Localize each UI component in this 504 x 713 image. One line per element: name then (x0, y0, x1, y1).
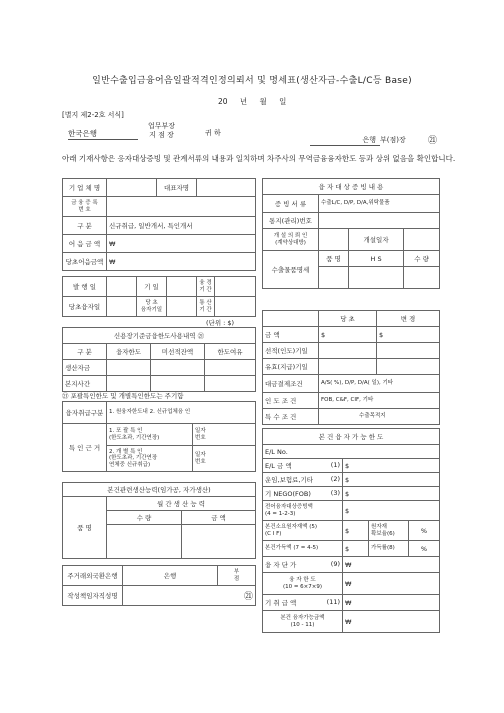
orig-term-label: 통 산 기 간 (197, 297, 215, 317)
unit-price-label: 융 자 단 가 (9) (263, 557, 343, 573)
orig-bill-label: 당초어음금액 (63, 253, 107, 271)
amount-orig: $ (319, 327, 377, 343)
el-amt-label: E/L 금 액 (1) (263, 459, 343, 473)
limit-row-label: 본지사간 (63, 376, 107, 392)
goods-col: 수 량 (404, 251, 440, 267)
evidence-table (262, 178, 440, 289)
pay-cond-label: 대금결제조건 (263, 375, 319, 393)
orig-bill-won: ₩ (107, 253, 256, 271)
special-1: 1. 포 괄 특 인 (한도초과, 기간연장) (107, 424, 193, 446)
amount-change: $ (377, 327, 440, 343)
evidence-value: 수출L/C, D/P, D/A,위탁물품 (319, 195, 440, 213)
company-table (62, 178, 256, 271)
term-label: 융 경 기 간 (197, 277, 215, 297)
avail-label: 본건 융자가능금액 (10 - 11) (263, 611, 343, 633)
limit-col: 융자한도 (107, 344, 151, 360)
date-line: 20 년 월 일 (218, 97, 287, 106)
change-col: 변 경 (377, 311, 440, 327)
pay-cond-value: A/S( %), D/P, D/A( 일), 기타 (319, 375, 440, 393)
writer-label: 작성책임자직성명 (63, 586, 123, 606)
intro-paragraph: 아래 기재사항은 응자대상증빙 및 관계서류의 내용과 일치하며 차주사의 무역금융융자한도 등과 상위 없음을 확인합니다. (62, 154, 456, 163)
special-table (62, 401, 256, 472)
terms-table (262, 310, 440, 425)
ratio-right: 원자재 확보율(6) (369, 521, 409, 541)
bank-main-label: 주거래외국환은행 (63, 566, 123, 586)
goods-col: H S (349, 251, 404, 267)
page-title: 일반수출입금융어음일괄적격인정의뢰서 및 명세표(생산자금-수출L/C등 Base) (92, 76, 412, 86)
el-amt-value: $ (343, 459, 440, 473)
reason-label: 융자취급구분 (63, 402, 107, 424)
unit-note: (단위 : $) (206, 319, 235, 327)
ship-date-label: 선적(인도)기일 (263, 343, 319, 359)
issue-label: 발 행 일 (63, 277, 107, 297)
prev-value: $ (343, 501, 440, 521)
orig-col: 당 초 (319, 311, 377, 327)
special-1-right: 일자 번호 (193, 424, 256, 446)
addressee: 업무부장 지 점 장 (148, 122, 176, 139)
special-cond-label: 특 수 조 건 (263, 409, 319, 425)
special-label: 특 인 근 거 (63, 424, 107, 472)
ratio-pct: % (409, 521, 440, 541)
limit-label: 융 자 한 도 (10 = 6×7×9) (263, 573, 343, 595)
open-date-label: 개설일자 (349, 229, 404, 251)
gain-pct: % (409, 541, 440, 557)
limit-calc-table (262, 428, 440, 633)
limit-table (62, 327, 256, 392)
ceo-label: 대표자명 (157, 179, 197, 197)
nego-label: 기 NEGO(FOB) (3) (263, 487, 343, 501)
production-table (62, 482, 256, 559)
evidence-label: 증 빙 서 류 (263, 195, 319, 213)
special-note: ㉑ 포괄특인한도 및 개별특인한도는 주기함 (62, 392, 184, 400)
avail-value: ₩ (343, 611, 440, 633)
unit-price-value: ₩ (343, 557, 440, 573)
prev-label: 전어융자대상증빙액 (4 = 1-2-3) (263, 501, 343, 521)
prev-amt-label: 기 취 급 액 (11) (263, 595, 343, 611)
due-label: 기 일 (137, 277, 167, 297)
prod-header: 본건관련생산능력(임가공, 자가생산) (63, 483, 256, 497)
bill-amount-won: ₩ (107, 235, 256, 253)
prod-col: 금 액 (182, 511, 256, 525)
form-number: [별지 제2-2호 서식] (62, 111, 124, 119)
el-no-label: E/L No. (263, 445, 440, 459)
special-2: 2. 개 별 특 인 (한도초과, 기간연장 연체중 신규취급) (107, 446, 193, 472)
seal-mark: ㉑ (428, 136, 438, 146)
writer-seal: ㉑ (123, 586, 256, 606)
guiha: 귀 하 (205, 129, 221, 137)
amount-label: 금 액 (263, 327, 319, 343)
prod-col: 수 량 (107, 511, 182, 525)
ctrl-no-label: 통지(관리)번호 (263, 213, 319, 229)
orig-date-label: 당초융자일 (63, 297, 107, 317)
deliv-label: 인 도 조 건 (263, 393, 319, 409)
deliv-value: FOB, C&F, CIF, 기타 (319, 393, 440, 409)
fee-value: $ (343, 473, 440, 487)
nego-value: $ (343, 487, 440, 501)
limit-col: 구 분 (63, 344, 107, 360)
special-2-right: 일자 번호 (193, 446, 256, 472)
category-label: 구 분 (63, 217, 107, 235)
limit-header: 신용장기준금융한도사용내역 ㉑ (63, 328, 256, 344)
company-label: 기 업 체 명 (63, 179, 107, 197)
prev-amt-value: ₩ (343, 595, 440, 611)
goods-label: 수출물품명세 (263, 251, 319, 289)
bank-main-value: 은행 (123, 566, 218, 586)
category-value: 신규취급, 일반개서, 특인개서 (107, 217, 256, 235)
limit-col: 미선적잔액 (151, 344, 205, 360)
bank-left: 한국은행 (68, 128, 138, 140)
limit-calc-header: 본 건 융 자 가 능 한 도 (263, 429, 440, 445)
gain-right: 가득률(8) (369, 541, 409, 557)
bill-amount-label: 어 음 금 액 (63, 235, 107, 253)
goods-col: 품 명 (319, 251, 349, 267)
limit-value: ₩ (343, 573, 440, 595)
ratio-label: 본건소요원자재액 (5) (C I F) (263, 521, 343, 541)
special-cond-value: 수출목적지 (319, 409, 440, 425)
reason-value: 1. 원융자한도내 2. 신규업체융 인 (107, 402, 256, 424)
prod-sub: 월 간 생 산 능 력 (107, 497, 256, 511)
bank-table (62, 565, 256, 606)
valid-date-label: 유효(지급)기일 (263, 359, 319, 375)
ratio-value: $ (343, 521, 369, 541)
date-table (62, 276, 256, 317)
orig-due-label: 당 초 융자기일 (137, 297, 167, 317)
limit-col: 한도여유 (205, 344, 256, 360)
dept-label: 부(점)장 (380, 136, 406, 144)
open-bank-label: 개 설 의 뢰 인 (계약상대방) (263, 229, 319, 251)
gain-label: 본건가득액 (7 = 4-5) (263, 541, 343, 557)
item-label: 품 명 (63, 497, 107, 559)
limit-row-label: 생산자금 (63, 360, 107, 376)
evidence-header: 융 자 대 상 증 빙 내 용 (263, 179, 440, 195)
fee-label: 운임,보험료,기타 (2) (263, 473, 343, 487)
bank-right: 은행 (310, 135, 380, 146)
gain-value: $ (343, 541, 369, 557)
reg-no-label: 금 융 증 록 번 호 (63, 197, 107, 217)
bank-main-right: 부 점 (218, 566, 256, 586)
